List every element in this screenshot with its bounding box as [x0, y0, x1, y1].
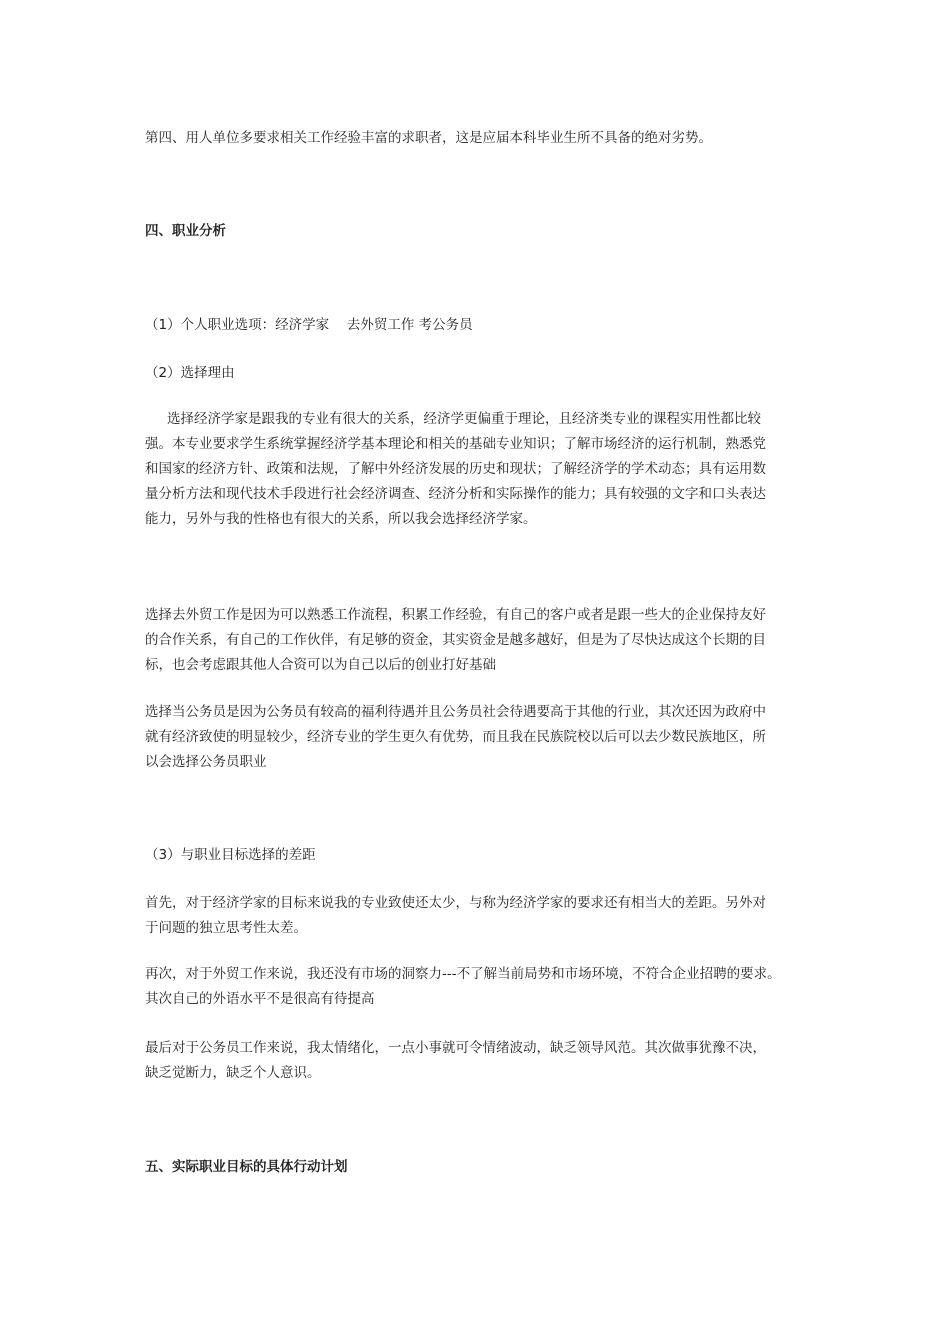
text-line: 于问题的独立思考性太差。 — [145, 920, 307, 936]
text-line: 的合作关系，有自己的工作伙伴，有足够的资金，其实资金是越多越好，但是为了尽快达成这个长期的目 — [145, 632, 766, 648]
text-line: 缺乏觉断力，缺乏个人意识。 — [145, 1065, 321, 1081]
paragraph-civil-servant-reason — [145, 700, 820, 775]
paragraph-fourth-point: 第四、用人单位多要求相关工作经验丰富的求职者，这是应届本科毕业生所不具备的绝对劣势。 — [145, 130, 712, 146]
paragraph-economist-reason — [145, 407, 820, 532]
text-line: 首先，对于经济学家的目标来说我的专业致使还太少，与称为经济学家的要求还有相当大的差距。另外对 — [145, 895, 766, 911]
text-line: 其次自己的外语水平不是很高有待提高 — [145, 991, 375, 1007]
text-line: 量分析方法和现代技术手段进行社会经济调查、经济分析和实际操作的能力；具有较强的文字和口头表达 — [145, 486, 766, 502]
paragraph-gap-second — [145, 962, 820, 1012]
text-line: 选择当公务员是因为公务员有较高的福利待遇并且公务员社会待遇要高于其他的行业，其次还因为政府中 — [145, 704, 766, 720]
text-line: 再次，对于外贸工作来说，我还没有市场的洞察力---不了解当前局势和市场环境，不符合企业招聘的要求。 — [145, 966, 781, 982]
text-line: 最后对于公务员工作来说，我太情绪化，一点小事就可令情绪波动，缺乏领导风范。其次做事犹豫不决， — [145, 1040, 766, 1056]
text-line: 选择经济学家是跟我的专业有很大的关系，经济学更偏重于理论，且经济类专业的课程实用性都比较 — [167, 411, 761, 427]
paragraph-gap-first — [145, 891, 820, 941]
text-line: 强。本专业要求学生系统掌握经济学基本理论和相关的基础专业知识；了解市场经济的运行机制，熟悉党 — [145, 436, 766, 452]
paragraph-trade-reason — [145, 603, 820, 678]
text-line: 标，也会考虑跟其他人合资可以为自己以后的创业打好基础 — [145, 657, 496, 673]
gap-item: （3）与职业目标选择的差距 — [145, 847, 316, 863]
text-line: 就有经济致使的明显较少，经济专业的学生更久有优势，而且我在民族院校以后可以去少数民族地区，所 — [145, 729, 766, 745]
text-line: 和国家的经济方针、政策和法规，了解中外经济发展的历史和现状；了解经济学的学术动态；具有运用数 — [145, 461, 766, 477]
career-options-item: （1）个人职业选项：经济学家 去外贸工作 考公务员 — [145, 317, 473, 333]
text-line: 选择去外贸工作是因为可以熟悉工作流程，积累工作经验，有自己的客户或者是跟一些大的企业保持友好 — [145, 607, 766, 623]
section-heading-career-analysis: 四、职业分析 — [145, 223, 226, 239]
text-line: 以会选择公务员职业 — [145, 754, 267, 770]
paragraph-gap-last — [145, 1036, 820, 1086]
reasons-item: （2）选择理由 — [145, 365, 235, 381]
text-line: 能力，另外与我的性格也有很大的关系，所以我会选择经济学家。 — [145, 511, 537, 527]
section-heading-action-plan: 五、实际职业目标的具体行动计划 — [145, 1159, 348, 1175]
